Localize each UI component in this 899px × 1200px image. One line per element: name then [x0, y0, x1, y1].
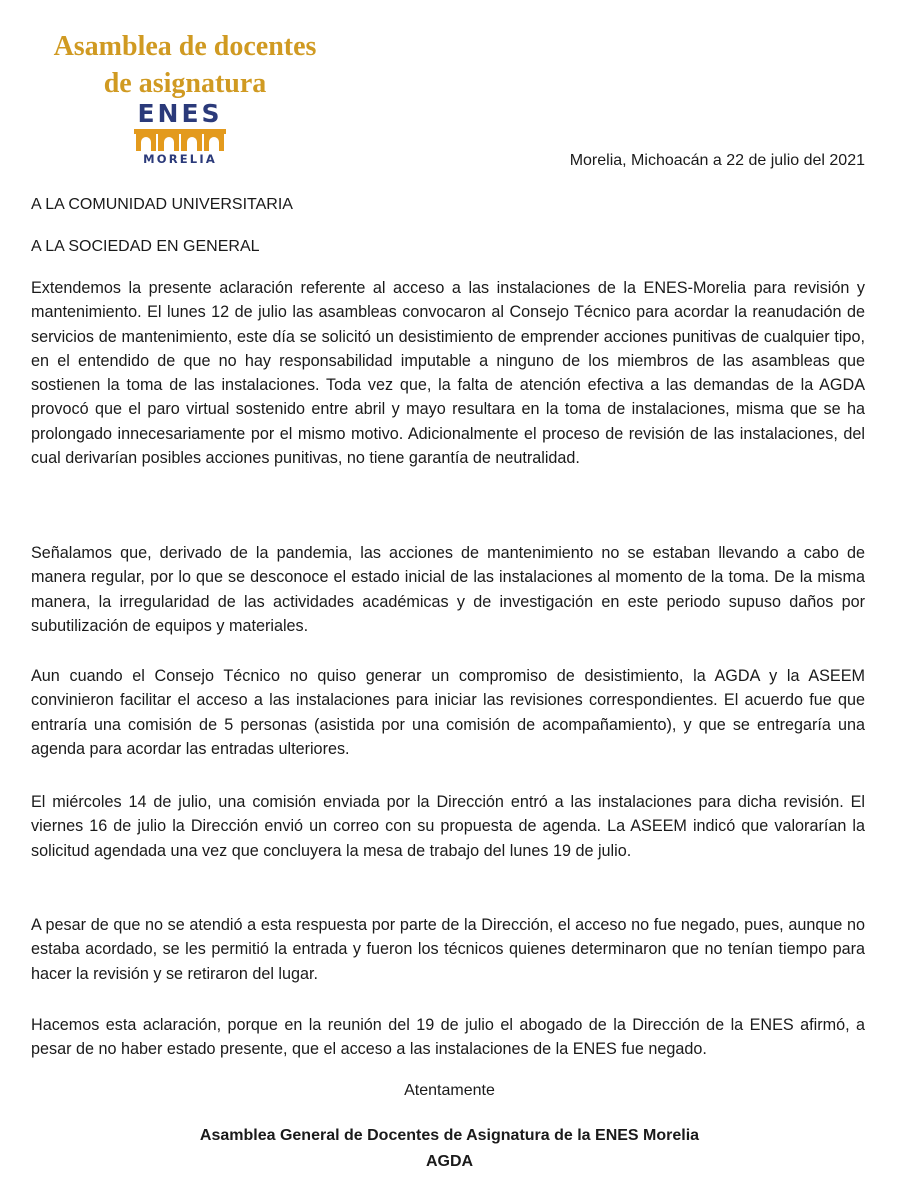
body-paragraph-3: Aun cuando el Consejo Técnico no quiso generar un compromiso de desistimiento, la AGDA y la ASEEM convinieron facilitar el acceso a las instalaciones para iniciar las revisiones correspondientes. El acuerdo fue que entraría una comisión de 5 personas (asistida por una comisión de acompañamiento), y que se entregaría una agenda para acordar las entradas ulteriores. [31, 667, 865, 758]
addressee-university-community: A LA COMUNIDAD UNIVERSITARIA [31, 196, 293, 213]
document-date: Morelia, Michoacán a 22 de julio del 2021 [569, 152, 865, 169]
org-title [0, 28, 370, 102]
org-title-line-2: de asignatura [103, 68, 267, 99]
logo-main-text: ENES [137, 99, 223, 128]
org-title-line-1: Asamblea de docentes [53, 31, 317, 62]
body-paragraph-4: El miércoles 14 de julio, una comisión enviada por la Dirección entró a las instalaciones para dicha revisión. El viernes 16 de julio la Dirección envió un correo con su propuesta de agenda. La ASEEM indicó que valorarían la solicitud agendada una vez que concluyera la mesa de trabajo del lunes 19 de julio. [31, 793, 865, 860]
logo-sub-text: MORELIA [143, 152, 217, 166]
body-paragraph-5: A pesar de que no se atendió a esta respuesta por parte de la Dirección, el acceso no fue negado, pues, aunque no estaba acordado, se les permitió la entrada y fueron los técnicos quienes determinaron que no tenían tiempo para hacer la revisión y se retiraron del lugar. [31, 916, 865, 983]
closing-salutation: Atentamente [404, 1082, 495, 1099]
enes-morelia-logo [122, 100, 238, 168]
arches-icon [134, 129, 226, 151]
body-paragraph-6: Hacemos esta aclaración, porque en la reunión del 19 de julio el abogado de la Dirección de la ENES afirmó, a pesar de no haber estado presente, que el acceso a las instalaciones de la ENES fue negado. [31, 1016, 865, 1059]
body-paragraph-2: Señalamos que, derivado de la pandemia, las acciones de mantenimiento no se estaban llevando a cabo de manera regular, por lo que se desconoce el estado inicial de las instalaciones al momento de la toma. De la misma manera, la irregularidad de las actividades académicas y de investigación en este periodo supuso daños por subutilización de equipos y materiales. [31, 544, 865, 635]
signer-name: Asamblea General de Docentes de Asignatura de la ENES Morelia [199, 1127, 700, 1144]
signer-acronym: AGDA [425, 1153, 474, 1170]
addressee-general-society: A LA SOCIEDAD EN GENERAL [31, 238, 260, 255]
body-paragraph-1: Extendemos la presente aclaración referente al acceso a las instalaciones de la ENES-Morelia para revisión y mantenimiento. El lunes 12 de julio las asambleas convocaron al Consejo Técnico para acordar la reanudación de servicios de mantenimiento, este día se solicitó un desistimiento de emprender acciones punitivas de cualquier tipo, en el entendido de que no hay responsabilidad imputable a ninguno de los miembros de las asambleas que sostienen la toma de las instalaciones. Toda vez que, la falta de atención efectiva a las demandas de la AGDA provocó que el paro virtual sostenido entre abril y mayo resultara en la toma de instalaciones, misma que se ha prolongado innecesariamente por el mismo motivo. Adicionalmente el proceso de revisión de las instalaciones, del cual derivarían posibles acciones punitivas, no tiene garantía de neutralidad. [31, 279, 865, 468]
